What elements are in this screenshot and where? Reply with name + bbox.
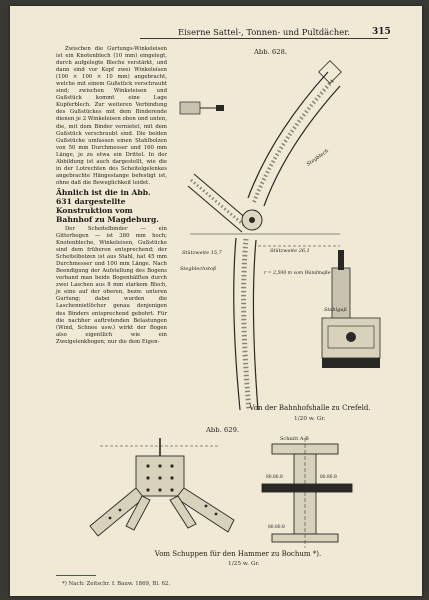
annotation-radius: r = 2,598 m vom Wandmaße [264, 271, 331, 276]
figure-629-label: Abb. 629. [206, 426, 240, 434]
section-subheading: Ähnlich ist die in Abb. 631 dargestellte Konstruktion vom Bahnhof zu Magdeburg. [56, 187, 159, 224]
figure-629-caption: Vom Schuppen für den Hammer zu Bochum *). [154, 550, 322, 558]
figure-629-scale: 1/25 w. Gr. [228, 561, 260, 567]
footnote: *) Nach: Zeitschr. f. Bauw. 1869, Bl. 62. [62, 581, 171, 587]
figure-628-caption: Von der Bahnhofshalle zu Crefeld. [249, 404, 371, 412]
annotation-stuetzweite-2: Stützweite 26,1 [270, 248, 310, 254]
annotation-stuetzweite-1: Stützweite 15,7 [182, 250, 222, 256]
annotation-profile-3: 80.80.8 [268, 525, 285, 530]
footnote-rule [56, 575, 96, 576]
figure-628-scale: 1/20 w. Gr. [294, 416, 326, 422]
figure-628-label: Abb. 628. [254, 48, 288, 56]
book-page [10, 6, 422, 596]
annotation-schnitt: Schnitt A-B [280, 436, 309, 442]
running-title: Eiserne Sattel-, Tonnen- und Pultdächer. [140, 27, 388, 39]
annotation-stegblechstoss: Stegblechstoß [180, 266, 217, 272]
figure-629-drawing [10, 6, 422, 596]
annotation-stahlguss: Stahlguß [324, 307, 347, 313]
annotation-profile-1: 80.80.8 [266, 475, 283, 480]
annotation-profile-2: 80.80.8 [320, 475, 337, 480]
page-number: 315 [372, 27, 391, 37]
annotation-stegblech: Stegblech [305, 148, 330, 168]
paragraph: Zwischen die Gurtungs-Winkeleisen ist ein Knotenblech (10 mm) eingelegt, durch aufgelegte Bleche verstärkt, und dann sind vor Kopf zwei Winkeleisen (100 × 100 × 10 mm) angebracht, welche mit einem Gußstück verschraubt sind; zwischen Winkeleisen und Gußstück kommt eine Lage Kupferblech. Zur weiteren Verbindung des Gußstückes mit dem Binderende dienen je 2 Winkeleisen oben und unten, die, mit dem Binder vernietet, mit dem Gußstück verschraubt sind. Die beiden Gußstücke umfassen einen Stahlbolzen von 50 mm Durchmesser und 160 mm Länge, je zu etwa ein Drittel. In der Abbildung ist auch dargestellt, wie die in der Lotrechten des Scheitelgelenkes angebrachte Hängestange befestigt ist, ohne daß die Beweglichkeit leidet. [56, 46, 167, 186]
paragraph: Der Scheitelbinder — ein Gitterbogen — ist 380 mm hoch; Knotenbleche, Winkeleisen, Gußstücke sind dem früheren entsprechend; der Scheitelbolzen ist aus Stahl, hat 45 mm Durchmesser und 100 mm Länge. Nach Beendigung der Aufstellung des Bogens verband man beide Bogenhälften durch zwei Laschen aus 8 mm starkem Blech, je eine auf der oberen, bezw. unteren Gurtung; dabei wurden die Laschennietlöcher genau denjenigen des Binders entsprechend gebohrt. Für die nachher auftretenden Belastungen (Wind, Schnee usw.) wirkt der Bogen also eigentlich wie ein Zweigelenkbogen; nur die dem Eigen- [56, 225, 167, 345]
